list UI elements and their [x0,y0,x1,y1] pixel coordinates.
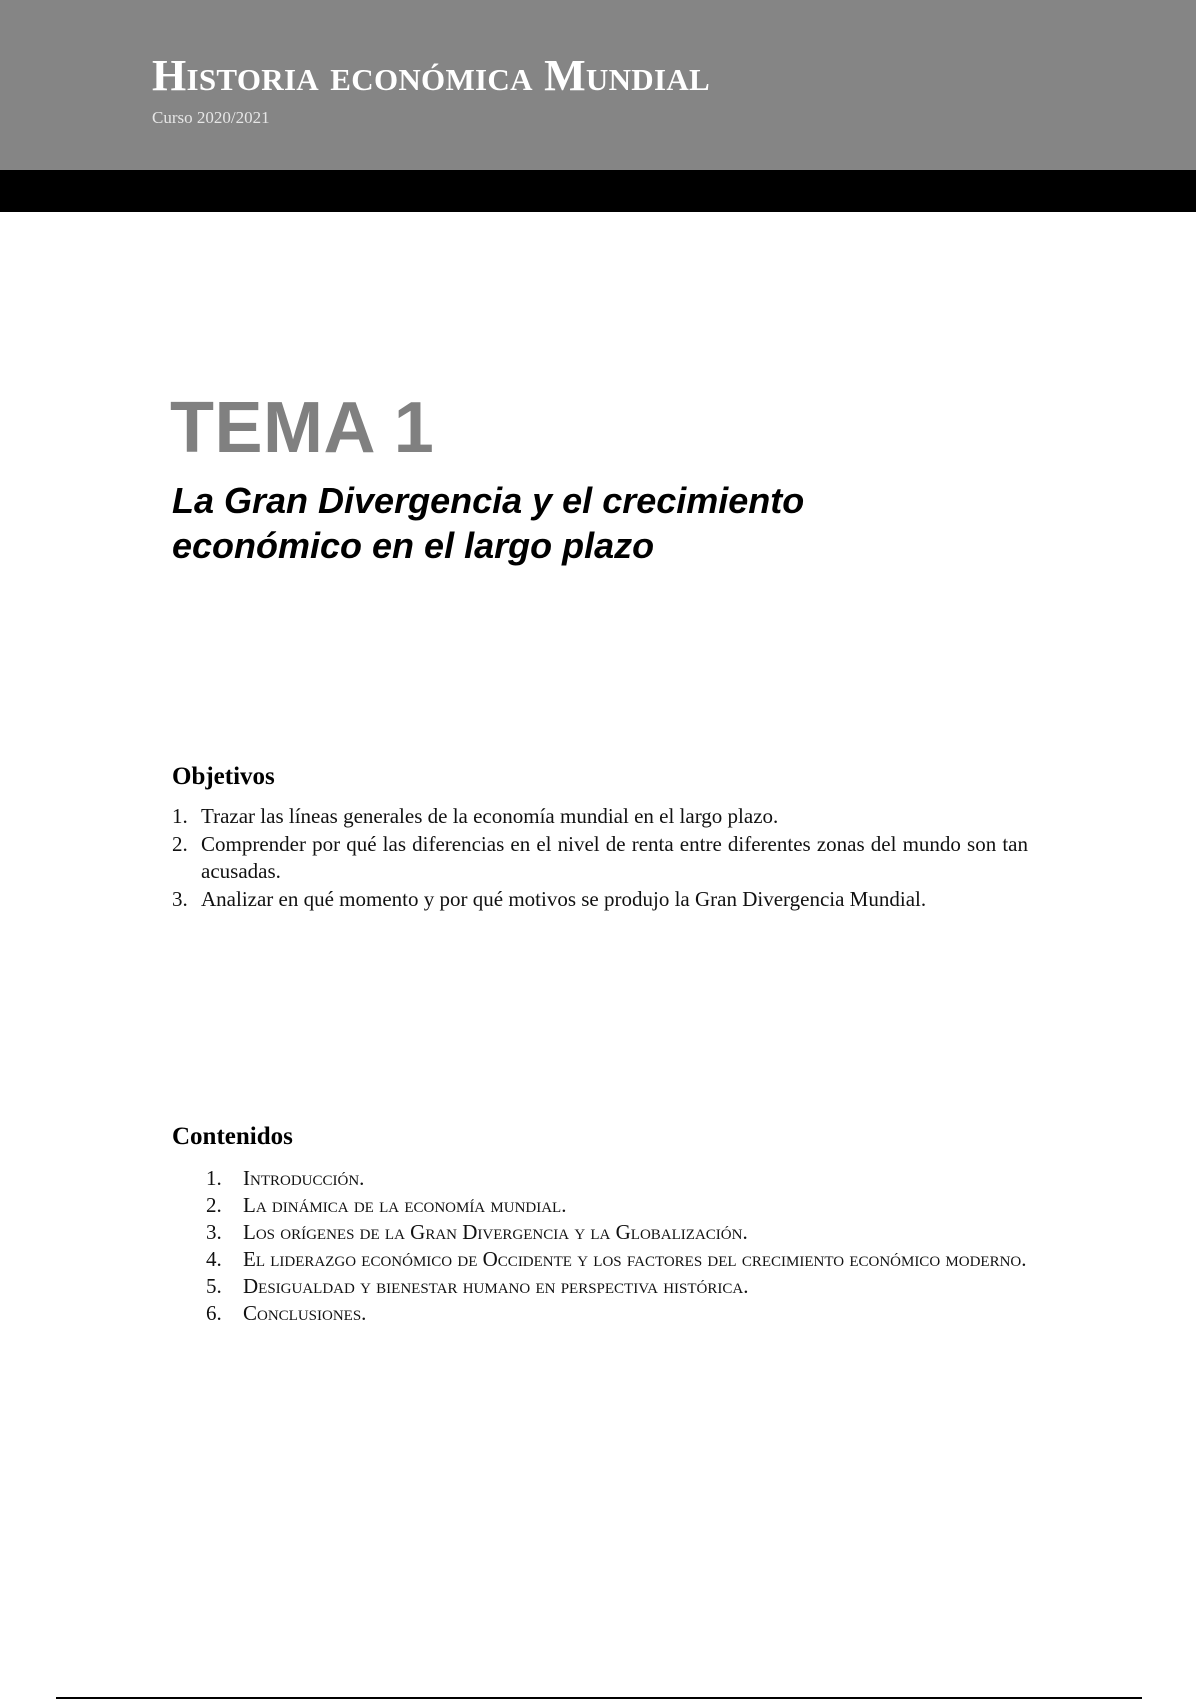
objectives-list [172,803,1028,913]
content-item [206,1219,1028,1246]
course-title: Historia económica Mundial [152,51,710,100]
content-number: 5. [206,1274,222,1298]
objective-text: Trazar las líneas generales de la economía mundial en el largo plazo. [201,804,779,828]
tema-title-line-1: La Gran Divergencia y el crecimiento [172,480,805,521]
content-text: El liderazgo económico de Occidente y los factores del crecimiento económico moderno. [243,1247,1027,1271]
objective-number: 1. [172,804,188,828]
content-item [206,1165,1028,1192]
contents-heading: Contenidos [172,1123,293,1150]
content-item [206,1246,1028,1273]
content-item [206,1273,1028,1300]
content-item [206,1300,1028,1327]
content-text: Desigualdad y bienestar humano en perspectiva histórica. [243,1274,749,1298]
objective-text: Comprender por qué las diferencias en el nivel de renta entre diferentes zonas del mundo son tan acusadas. [201,831,1028,883]
content-number: 4. [206,1247,222,1271]
content-text: Introducción. [243,1166,365,1190]
content-text: Conclusiones. [243,1301,367,1325]
content-number: 2. [206,1193,222,1217]
header-divider-bar [0,170,1196,212]
content-text: Los orígenes de la Gran Divergencia y la Globalización. [243,1220,748,1244]
objective-item [172,803,1028,831]
content-number: 1. [206,1166,222,1190]
tema-title [172,478,972,568]
content-item [206,1192,1028,1219]
objective-text: Analizar en qué momento y por qué motivos se produjo la Gran Divergencia Mundial. [201,886,927,911]
footer-rule [56,1697,1142,1699]
course-year: Curso 2020/2021 [152,108,270,127]
objective-item [172,886,1028,914]
objective-item [172,831,1028,886]
tema-title-line-2: económico en el largo plazo [172,525,655,566]
objectives-heading: Objetivos [172,763,275,790]
content-number: 3. [206,1220,222,1244]
objective-number: 3. [172,886,188,911]
objective-number: 2. [172,831,188,856]
content-text: La dinámica de la economía mundial. [243,1193,567,1217]
tema-number: TEMA 1 [170,388,435,468]
content-number: 6. [206,1301,222,1325]
contents-list [206,1165,1028,1327]
